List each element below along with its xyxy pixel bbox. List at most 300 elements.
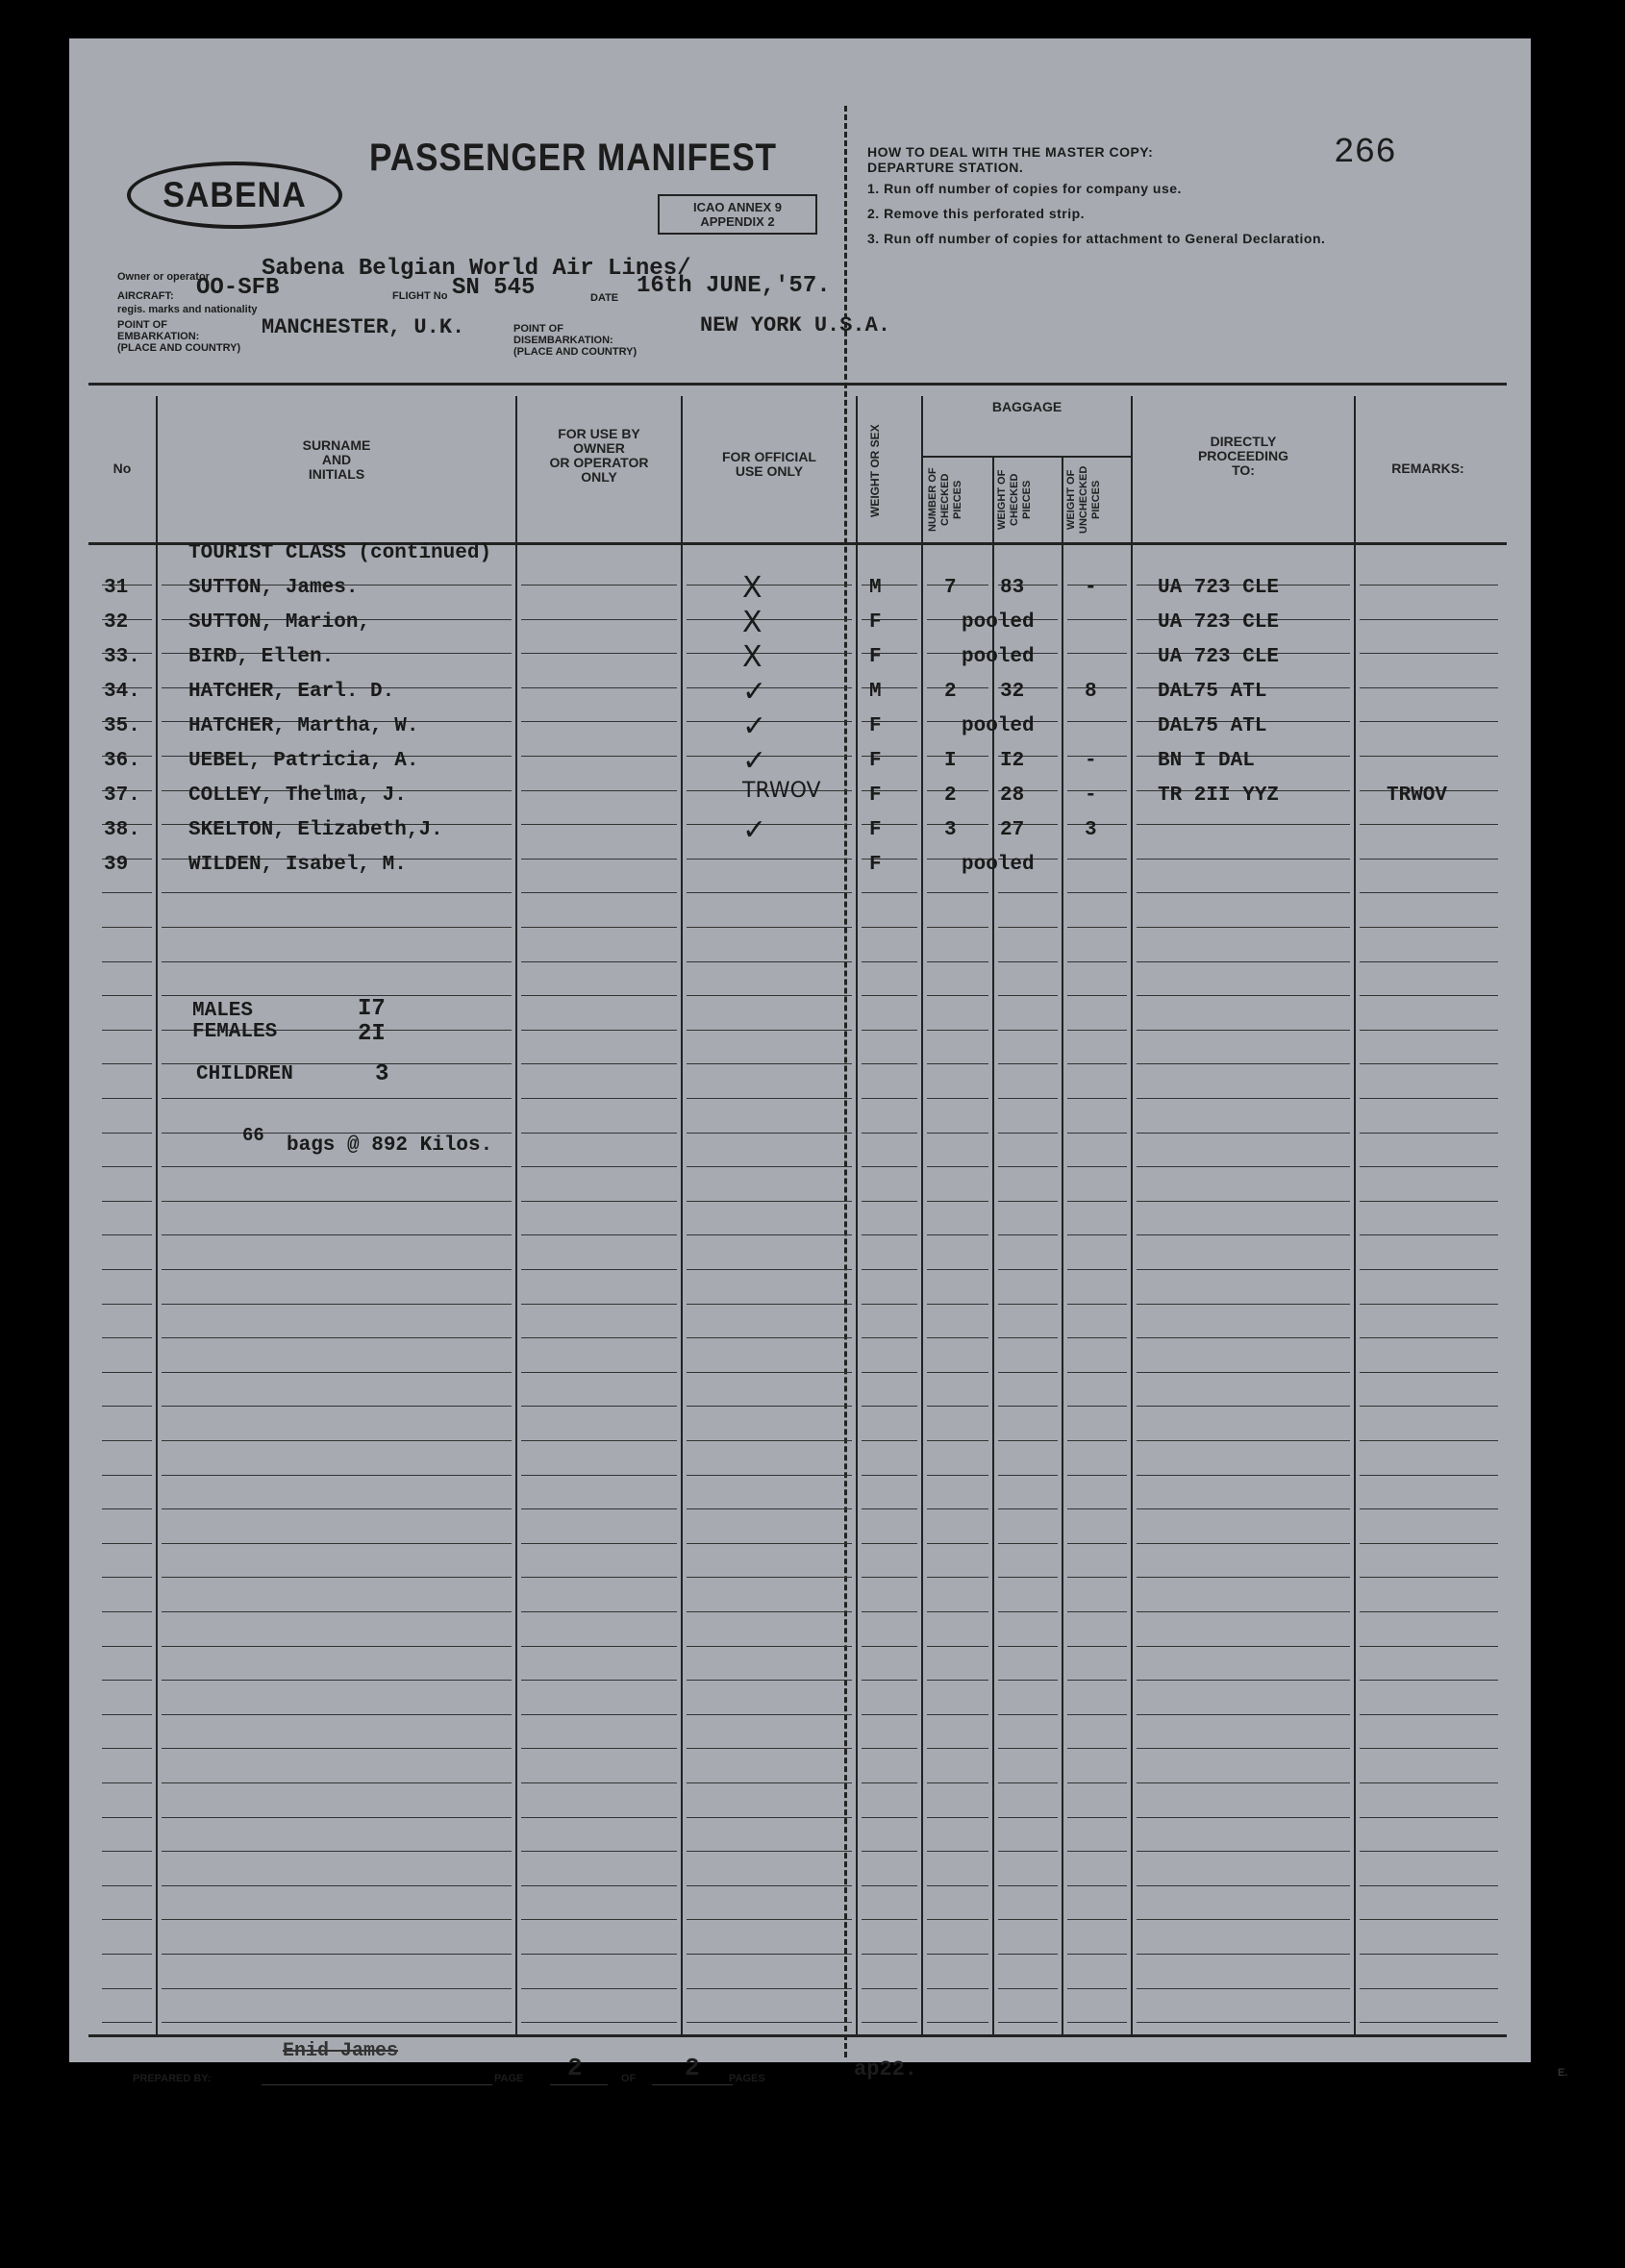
ruled-line	[102, 1098, 152, 1099]
row-number: 31	[104, 577, 129, 599]
ruled-line	[521, 1543, 677, 1544]
ruled-line	[687, 1782, 852, 1783]
row-number: 35.	[104, 715, 140, 737]
class-heading: TOURIST CLASS (continued)	[188, 542, 492, 564]
ruled-line	[687, 1714, 852, 1715]
ruled-line	[1067, 1304, 1127, 1305]
ruled-line	[687, 1988, 852, 1989]
ruled-line	[1360, 1508, 1498, 1509]
ruled-line	[1137, 1201, 1350, 1202]
row-number: 32	[104, 611, 129, 634]
ruled-line	[162, 1508, 512, 1509]
passenger-sex: F	[869, 646, 882, 668]
ruled-line	[927, 687, 988, 688]
col-header-surname2: AND	[321, 452, 352, 467]
prepared-label: PREPARED BY:	[133, 2073, 212, 2084]
destination: UA 723 CLE	[1158, 646, 1280, 668]
ruled-line	[1067, 1234, 1127, 1235]
ruled-line	[927, 1337, 988, 1338]
ruled-line	[1360, 961, 1498, 962]
ruled-line	[1067, 1406, 1127, 1407]
ruled-line	[1360, 687, 1498, 688]
ruled-line	[521, 619, 677, 620]
ruled-line	[1360, 1577, 1498, 1578]
remarks: TRWOV	[1387, 785, 1448, 807]
document-number: 266	[1334, 133, 1396, 172]
ruled-line	[862, 1304, 917, 1305]
ruled-line	[1067, 1577, 1127, 1578]
col-header-no: No	[112, 461, 132, 476]
col-header-surname1: SURNAME	[302, 437, 371, 453]
ruled-line	[102, 1337, 152, 1338]
ruled-line	[687, 1611, 852, 1612]
ruled-line	[1360, 1919, 1498, 1920]
ruled-line	[162, 1304, 512, 1305]
ruled-line	[521, 1406, 677, 1407]
ruled-line	[1067, 1782, 1127, 1783]
ruled-line	[998, 1954, 1058, 1955]
destination: BN I DAL	[1158, 750, 1255, 772]
ruled-line	[162, 1714, 512, 1715]
ruled-line	[1137, 1337, 1350, 1338]
ruled-line	[1360, 1680, 1498, 1681]
ruled-line	[927, 1577, 988, 1578]
ruled-line	[1360, 892, 1498, 893]
ruled-line	[1067, 1440, 1127, 1441]
ruled-line	[687, 1030, 852, 1031]
unchecked-weight: 3	[1085, 819, 1097, 841]
ruled-line	[927, 1201, 988, 1202]
ruled-line	[521, 859, 677, 860]
destination: UA 723 CLE	[1158, 611, 1280, 634]
ruled-line	[1067, 1543, 1127, 1544]
ruled-line	[862, 1817, 917, 1818]
ruled-line	[687, 892, 852, 893]
ruled-line	[998, 1201, 1058, 1202]
ruled-line	[862, 927, 917, 928]
ruled-line	[927, 1782, 988, 1783]
ruled-line	[862, 1269, 917, 1270]
ruled-line	[521, 1714, 677, 1715]
ruled-line	[102, 1817, 152, 1818]
ruled-line	[521, 1748, 677, 1749]
col-divider-9	[1354, 396, 1356, 2035]
embark-value: MANCHESTER, U.K.	[262, 315, 465, 339]
ruled-line	[862, 1234, 917, 1235]
ruled-line	[927, 995, 988, 996]
ruled-line	[162, 1988, 512, 1989]
ruled-line	[998, 2022, 1058, 2023]
col-header-weight-sex: WEIGHT OR SEX	[868, 424, 882, 518]
ruled-line	[862, 995, 917, 996]
ruled-line	[862, 1680, 917, 1681]
ruled-line	[1360, 619, 1498, 620]
ruled-line	[998, 1577, 1058, 1578]
ruled-line	[1067, 1817, 1127, 1818]
col-header-surname3: INITIALS	[308, 466, 365, 482]
ruled-line	[162, 1201, 512, 1202]
ruled-line	[687, 2022, 852, 2023]
col-divider-4	[856, 396, 858, 2035]
col-divider-8	[1131, 396, 1133, 2035]
ruled-line	[1067, 1748, 1127, 1749]
males-label: MALES	[192, 1000, 254, 1022]
ruled-line	[862, 892, 917, 893]
passenger-name: HATCHER, Martha, W.	[188, 715, 419, 737]
ruled-line	[687, 1508, 852, 1509]
ruled-line	[998, 1269, 1058, 1270]
corner-mark: E.	[1558, 2067, 1568, 2079]
ruled-line	[521, 927, 677, 928]
ruled-line	[998, 1440, 1058, 1441]
table-bottom-rule	[88, 2034, 1507, 2037]
ruled-line	[1067, 961, 1127, 962]
passenger-sex: F	[869, 715, 882, 737]
ruled-line	[1067, 619, 1127, 620]
ruled-line	[162, 1577, 512, 1578]
ruled-line	[1137, 1030, 1350, 1031]
embark-label1: POINT OF	[117, 319, 167, 331]
ruled-line	[1067, 859, 1127, 860]
ruled-line	[687, 1543, 852, 1544]
bags-count: 66	[242, 1125, 264, 1146]
ruled-line	[1137, 1919, 1350, 1920]
date-value: 16th JUNE,'57.	[637, 273, 831, 299]
ruled-line	[1067, 756, 1127, 757]
ruled-line	[162, 1475, 512, 1476]
ruled-line	[927, 2022, 988, 2023]
ruled-line	[162, 2022, 512, 2023]
passenger-sex: F	[869, 819, 882, 841]
ruled-line	[1137, 1234, 1350, 1235]
ruled-line	[162, 1133, 512, 1134]
ruled-line	[1067, 1098, 1127, 1099]
ruled-line	[1360, 1337, 1498, 1338]
ruled-line	[102, 1030, 152, 1031]
ruled-line	[1067, 1063, 1127, 1064]
instructions-title1: HOW TO DEAL WITH THE MASTER COPY:	[867, 144, 1154, 160]
ruled-line	[927, 1919, 988, 1920]
official-mark: X	[742, 606, 762, 639]
ruled-line	[927, 1714, 988, 1715]
ruled-line	[998, 1817, 1058, 1818]
official-mark: X	[742, 640, 762, 674]
ruled-line	[687, 1166, 852, 1167]
ruled-line	[1360, 756, 1498, 757]
ruled-line	[1360, 1406, 1498, 1407]
ruled-line	[862, 1133, 917, 1134]
ruled-line	[1360, 927, 1498, 928]
row-number: 34.	[104, 681, 140, 703]
ruled-line	[1137, 1508, 1350, 1509]
ruled-line	[862, 1098, 917, 1099]
ruled-line	[1360, 1748, 1498, 1749]
ruled-line	[521, 1475, 677, 1476]
ruled-line	[1137, 1475, 1350, 1476]
ruled-line	[521, 790, 677, 791]
ruled-line	[1067, 995, 1127, 996]
page-title: PASSENGER MANIFEST	[369, 137, 777, 179]
ruled-line	[862, 1714, 917, 1715]
unchecked-weight: -	[1085, 577, 1097, 599]
ruled-line	[927, 1304, 988, 1305]
ruled-line	[998, 1337, 1058, 1338]
ruled-line	[998, 1133, 1058, 1134]
row-number: 33.	[104, 646, 140, 668]
ruled-line	[102, 927, 152, 928]
ruled-line	[1067, 1919, 1127, 1920]
ruled-line	[102, 1919, 152, 1920]
checked-weight: pooled	[962, 854, 1035, 876]
ruled-line	[1067, 1030, 1127, 1031]
ruled-line	[927, 1406, 988, 1407]
ruled-line	[102, 1406, 152, 1407]
ruled-line	[687, 1885, 852, 1886]
passenger-sex: F	[869, 785, 882, 807]
ruled-line	[102, 1269, 152, 1270]
ruled-line	[1137, 892, 1350, 893]
aircraft-label: AIRCRAFT:	[117, 290, 174, 302]
ruled-line	[687, 1063, 852, 1064]
ruled-line	[162, 1372, 512, 1373]
females-count: 2I	[358, 1021, 386, 1047]
ruled-line	[102, 1133, 152, 1134]
ruled-line	[998, 1063, 1058, 1064]
ruled-line	[1360, 721, 1498, 722]
ruled-line	[687, 1337, 852, 1338]
ruled-line	[862, 2022, 917, 2023]
ruled-line	[102, 1475, 152, 1476]
owner-label: Owner or operator	[117, 271, 210, 283]
col-header-wt-unchecked: WEIGHT OF UNCHECKED PIECES	[1065, 465, 1102, 535]
disembark-label3: (PLACE AND COUNTRY)	[513, 346, 638, 358]
ruled-line	[1067, 1475, 1127, 1476]
ruled-line	[102, 2022, 152, 2023]
ruled-line	[927, 1646, 988, 1647]
ruled-line	[1067, 1269, 1127, 1270]
ruled-line	[998, 892, 1058, 893]
ruled-line	[927, 927, 988, 928]
col-divider-7	[1062, 456, 1063, 2035]
ruled-line	[862, 1201, 917, 1202]
ruled-line	[521, 721, 677, 722]
ruled-line	[521, 1269, 677, 1270]
ruled-line	[521, 1919, 677, 1920]
col-header-owner	[517, 427, 681, 485]
ruled-line	[1360, 1133, 1498, 1134]
ruled-line	[1067, 790, 1127, 791]
passenger-name: SKELTON, Elizabeth,J.	[188, 819, 443, 841]
ruled-line	[102, 892, 152, 893]
ruled-line	[102, 1680, 152, 1681]
ruled-line	[1137, 1611, 1350, 1612]
ruled-line	[162, 1166, 512, 1167]
checked-pieces: I	[944, 750, 957, 772]
ruled-line	[687, 1201, 852, 1202]
ruled-line	[521, 1234, 677, 1235]
ruled-line	[687, 687, 852, 688]
official-mark: ✓	[742, 710, 767, 743]
ruled-line	[998, 1748, 1058, 1749]
col-header-owner1: FOR USE BY	[558, 426, 640, 441]
ruled-line	[1137, 1304, 1350, 1305]
logo-text: SABENA	[162, 174, 307, 215]
ruled-line	[1360, 1304, 1498, 1305]
footer-code: ap22.	[854, 2057, 918, 2081]
passenger-sex: F	[869, 750, 882, 772]
ruled-line	[927, 1372, 988, 1373]
ruled-line	[862, 1063, 917, 1064]
ruled-line	[687, 1440, 852, 1441]
ruled-line	[687, 1372, 852, 1373]
col-header-directly2: PROCEEDING	[1197, 448, 1289, 463]
ruled-line	[998, 1098, 1058, 1099]
ruled-line	[998, 995, 1058, 996]
table-top-rule	[88, 383, 1507, 386]
embark-label	[117, 319, 240, 354]
ruled-line	[1137, 1646, 1350, 1647]
ruled-line	[687, 1646, 852, 1647]
disembark-label	[513, 323, 637, 358]
page-label: PAGE	[494, 2073, 524, 2084]
unchecked-weight: 8	[1085, 681, 1097, 703]
ruled-line	[521, 2022, 677, 2023]
ruled-line	[1137, 1133, 1350, 1134]
ruled-line	[521, 1817, 677, 1818]
ruled-line	[1360, 824, 1498, 825]
passenger-sex: F	[869, 854, 882, 876]
ruled-line	[1067, 1646, 1127, 1647]
of-value: 2	[685, 2054, 700, 2082]
children-count: 3	[375, 1061, 389, 1087]
ruled-line	[998, 1646, 1058, 1647]
ruled-line	[1067, 721, 1127, 722]
ruled-line	[1360, 1201, 1498, 1202]
ruled-line	[998, 1782, 1058, 1783]
ruled-line	[1137, 1885, 1350, 1886]
ruled-line	[521, 1372, 677, 1373]
ruled-line	[687, 1475, 852, 1476]
ruled-line	[1067, 1337, 1127, 1338]
ruled-line	[162, 1646, 512, 1647]
ruled-line	[998, 1851, 1058, 1852]
ruled-line	[1360, 1543, 1498, 1544]
ruled-line	[1137, 1577, 1350, 1578]
ruled-line	[1360, 1611, 1498, 1612]
col-divider-6	[992, 456, 994, 2035]
manifest-sheet	[69, 38, 1568, 2084]
ruled-line	[998, 1988, 1058, 1989]
ruled-line	[927, 1063, 988, 1064]
instructions-item3: 3. Run off number of copies for attachment to General Declaration.	[867, 231, 1326, 246]
checked-pieces: 3	[944, 819, 957, 841]
col-header-owner3: OR OPERATOR	[549, 455, 649, 470]
ruled-line	[687, 1577, 852, 1578]
ruled-line	[521, 892, 677, 893]
ruled-line	[102, 1988, 152, 1989]
ruled-line	[1360, 859, 1498, 860]
ruled-line	[521, 1954, 677, 1955]
children-label: CHILDREN	[196, 1063, 293, 1085]
aircraft-value: OO-SFB	[196, 275, 280, 301]
col-header-owner4: ONLY	[581, 469, 617, 485]
flight-label: FLIGHT No	[392, 290, 448, 302]
ruled-line	[1360, 1372, 1498, 1373]
ruled-line	[998, 1543, 1058, 1544]
ruled-line	[862, 1406, 917, 1407]
ruled-line	[927, 1817, 988, 1818]
ruled-line	[1137, 1714, 1350, 1715]
ruled-line	[162, 1919, 512, 1920]
ruled-line	[162, 961, 512, 962]
ruled-line	[927, 961, 988, 962]
ruled-line	[687, 1919, 852, 1920]
ruled-line	[1360, 1817, 1498, 1818]
ruled-line	[687, 1269, 852, 1270]
passenger-name: UEBEL, Patricia, A.	[188, 750, 419, 772]
ruled-line	[102, 1201, 152, 1202]
passenger-name: BIRD, Ellen.	[188, 646, 335, 668]
regis-label: regis. marks and nationality	[117, 304, 258, 315]
destination: UA 723 CLE	[1158, 577, 1280, 599]
ruled-line	[521, 1304, 677, 1305]
ruled-line	[102, 1372, 152, 1373]
ruled-line	[102, 1543, 152, 1544]
ruled-line	[927, 756, 988, 757]
ruled-line	[927, 1851, 988, 1852]
ruled-line	[1137, 1372, 1350, 1373]
ruled-line	[862, 1988, 917, 1989]
ruled-line	[521, 1440, 677, 1441]
ruled-line	[1067, 687, 1127, 688]
ruled-line	[162, 1885, 512, 1886]
ruled-line	[162, 1406, 512, 1407]
ruled-line	[1360, 1098, 1498, 1099]
ruled-line	[998, 1885, 1058, 1886]
col-header-surname	[158, 438, 515, 482]
prepared-value: Enid James	[283, 2040, 399, 2062]
ruled-line	[1360, 2022, 1498, 2023]
ruled-line	[162, 1440, 512, 1441]
row-number: 39	[104, 854, 129, 876]
ruled-line	[998, 1406, 1058, 1407]
instructions-item2: 2. Remove this perforated strip.	[867, 206, 1086, 221]
ruled-line	[998, 1611, 1058, 1612]
ruled-line	[1067, 585, 1127, 586]
passenger-sex: M	[869, 681, 882, 703]
ruled-line	[998, 1475, 1058, 1476]
disembark-value: NEW YORK U.S.A.	[700, 313, 891, 337]
ruled-line	[862, 1372, 917, 1373]
ruled-line	[927, 1269, 988, 1270]
col-header-directly1: DIRECTLY	[1210, 434, 1277, 449]
ruled-line	[1137, 1063, 1350, 1064]
passenger-name: HATCHER, Earl. D.	[188, 681, 395, 703]
ruled-line	[927, 892, 988, 893]
unchecked-weight: -	[1085, 750, 1097, 772]
ruled-line	[687, 1954, 852, 1955]
ruled-line	[1137, 927, 1350, 928]
ruled-line	[162, 1851, 512, 1852]
official-mark: X	[742, 571, 762, 605]
ruled-line	[1067, 1954, 1127, 1955]
ruled-line	[998, 1234, 1058, 1235]
ruled-line	[521, 1166, 677, 1167]
row-number: 37.	[104, 785, 140, 807]
icao-line1: ICAO ANNEX 9	[693, 200, 782, 214]
ruled-line	[687, 1817, 852, 1818]
bags-text: bags @ 892 Kilos.	[287, 1134, 493, 1157]
